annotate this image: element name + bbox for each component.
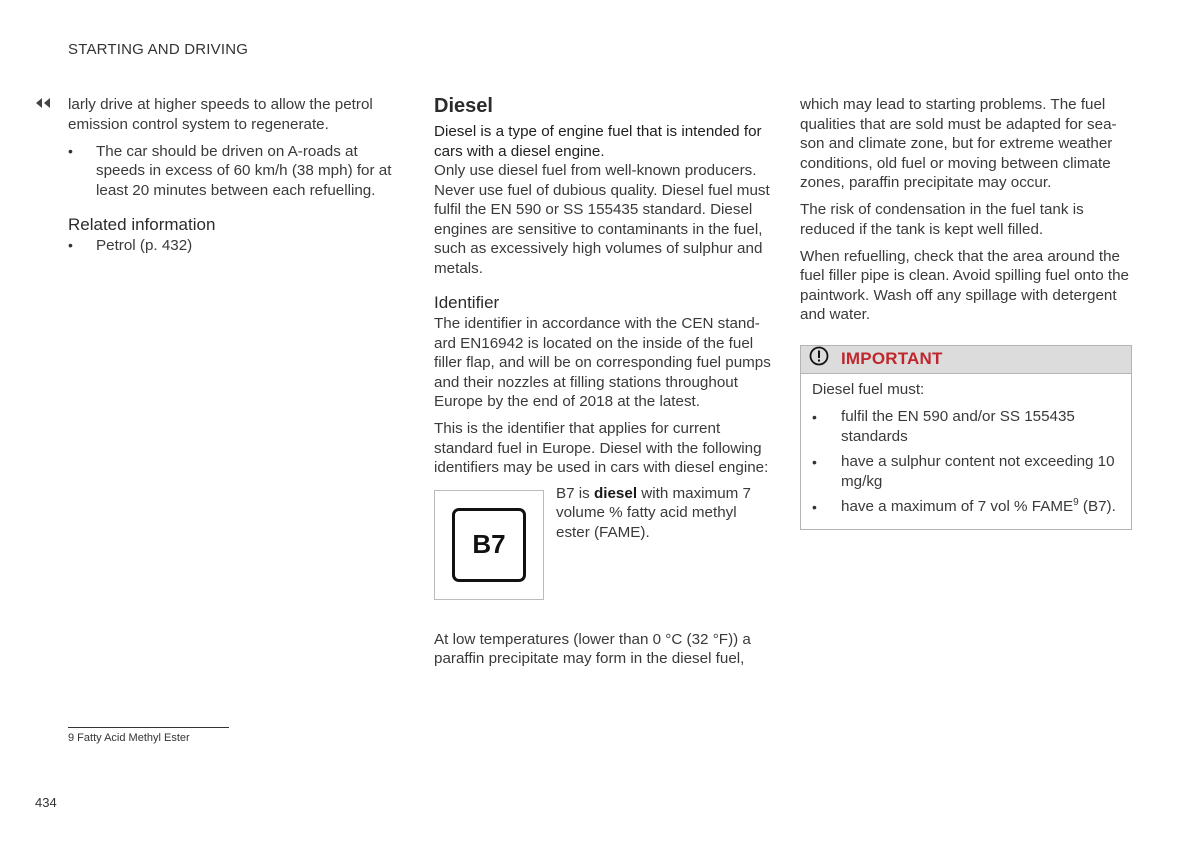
page-title: Diesel [434, 95, 493, 117]
b7-label: B7 [452, 508, 526, 582]
paragraph: which may lead to starting problems. The fuel qualities that are sold must be adapted for season and climate zone, but for extreme weather conditions, old fuel or moving between climate zones, paraffin precipitate may occur. [800, 96, 1117, 191]
bullet-text: have a maximum of 7 vol % FAME [841, 498, 1074, 515]
b7-identifier-row [434, 484, 774, 600]
list-item: • The car should be driven on A-roads at speeds in excess of 60 km/h (38 mph) for at least 20 minutes between each refuelling. [68, 142, 408, 201]
section-header: STARTING AND DRIVING [68, 41, 249, 58]
bullet-text: (B7). [1078, 498, 1116, 515]
b7-description [556, 484, 774, 600]
important-intro: Diesel fuel must: [812, 380, 925, 398]
related-information-heading: Related information [68, 215, 216, 234]
list-item: • have a sulphur content not exceeding 10 mg/kg [812, 452, 1121, 491]
footnote-number: 9 [68, 732, 75, 744]
b7-identifier-image [434, 490, 544, 600]
column-middle [434, 95, 774, 676]
b7-bold: diesel [593, 484, 638, 502]
important-header [801, 346, 1131, 374]
page-number: 434 [35, 795, 57, 810]
paragraph: When refuelling, check that the area around the fuel filler pipe is clean. Avoid spilling fuel onto the paintwork. Wash off any spillage with detergent and water. [800, 247, 1129, 323]
continued-paragraph: larly drive at higher speeds to allow the petrol emission control system to regenerate. [68, 96, 373, 133]
footnote-text: Fatty Acid Methyl Ester [74, 732, 190, 744]
lead-paragraph: Diesel is a type of engine fuel that is intended for cars with a diesel engine. [434, 123, 762, 160]
paragraph: This is the identifier that applies for current standard fuel in Europe. Diesel with the following identifiers may be used in cars with diesel engine: [434, 420, 769, 476]
identifier-heading: Identifier [434, 293, 500, 312]
column-right [800, 95, 1132, 530]
double-chevron-left-icon[interactable] [35, 97, 55, 111]
b7-prefix: B7 is [556, 484, 594, 502]
related-link-petrol[interactable]: • Petrol (p. 432) [68, 236, 408, 256]
b7-suffix: with maximum 7 volume % fatty acid methyl ester (FAME). [556, 484, 751, 541]
paragraph: The identifier in accordance with the CEN standard EN16942 is located on the inside of the fuel filler flap, and will be on corresponding fuel pumps and their nozzles at filling stations throughout Europe by the end of 2018 at the latest. [434, 315, 771, 410]
list-item: • fulfil the EN 590 and/or SS 155435 standards [812, 407, 1121, 446]
paragraph: At low temperatures (lower than 0 °C (32 °F)) a paraffin precipitate may form in the diesel fuel, [434, 630, 751, 667]
important-body [801, 374, 1131, 529]
paragraph: The risk of condensation in the fuel tank is reduced if the tank is kept well filled. [800, 201, 1084, 238]
list-item [812, 497, 1121, 517]
column-left [68, 95, 408, 263]
footnote-divider [68, 727, 229, 728]
paragraph: Only use diesel fuel from well-known producers. Never use fuel of dubious quality. Diesel fuel must fulfil the EN 590 or SS 155435 standard. Diesel engines are sensitive to contaminants in the fuel, such as excessively high volumes of sulphur and metals. [434, 162, 770, 277]
footnote [68, 732, 190, 745]
important-title: IMPORTANT [841, 349, 943, 369]
exclamation-circle-icon [809, 346, 829, 372]
important-box [800, 345, 1132, 530]
footnote-ref[interactable]: 9 [1073, 497, 1079, 508]
